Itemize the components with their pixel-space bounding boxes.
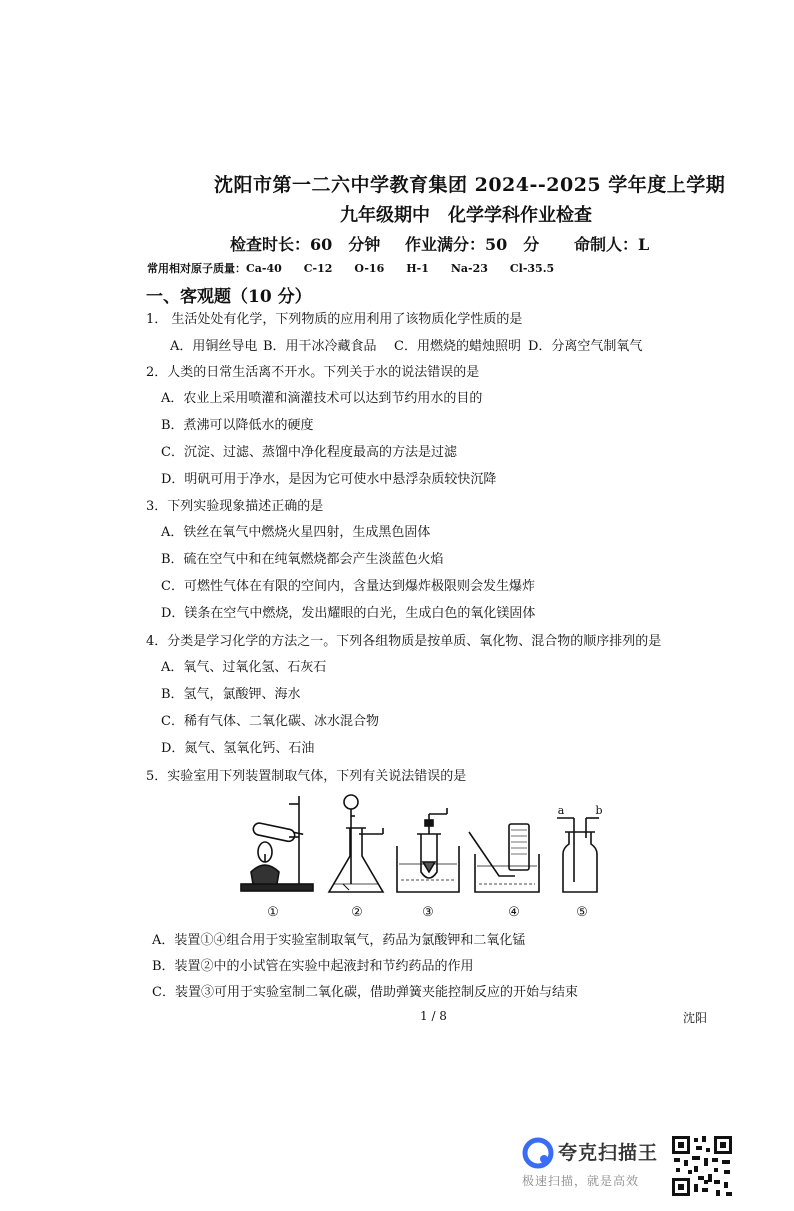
q1-option-d: D．分离空气制氧气: [528, 339, 643, 354]
q4-option-b: B．氢气，氯酸钾、海水: [161, 687, 301, 702]
quark-logo-icon: [522, 1137, 554, 1169]
q3-option-b: B．硫在空气中和在纯氧燃烧都会产生淡蓝色火焰: [161, 552, 444, 567]
brand-slogan: 极速扫描，就是高效: [522, 1174, 640, 1188]
q5-option-c: C．装置③可用于实验室制二氧化碳，借助弹簧夹能控制反应的开始与结束: [152, 985, 578, 1000]
apparatus-1-heating-setup: [241, 796, 313, 891]
qr-code-icon: [670, 1134, 734, 1198]
question-3-stem: 3．下列实验现象描述正确的是: [146, 499, 324, 514]
apparatus-4-water-trough: [469, 824, 539, 892]
q1-option-c: C．用燃烧的蜡烛照明: [394, 339, 521, 354]
q5-option-b: B．装置②中的小试管在实验中起液封和节约药品的作用: [152, 959, 474, 974]
figure-label-5: ⑤: [576, 905, 588, 920]
exam-full-score: 作业满分：50 分: [405, 235, 540, 254]
apparatus-5-gas-bottle: [557, 818, 599, 892]
q2-option-c: C．沉淀、过滤、蒸馏中净化程度最高的方法是过滤: [161, 445, 457, 460]
document-subtitle: 九年级期中 化学学科作业检查: [340, 205, 592, 226]
q4-option-a: A．氧气、过氧化氢、石灰石: [161, 660, 327, 675]
q1-option-a: A．用铜丝导电: [170, 339, 258, 354]
q2-option-d: D．明矾可用于净水，是因为它可使水中悬浮杂质较快沉降: [161, 472, 497, 487]
question-5-stem: 5．实验室用下列装置制取气体，下列有关说法错误的是: [146, 769, 467, 784]
section-heading: 一、客观题（10 分）: [146, 287, 312, 307]
apparatus-3-beaker-setup: [397, 808, 459, 892]
q3-option-a: A．铁丝在氧气中燃烧火星四射，生成黑色固体: [161, 525, 431, 540]
q2-option-b: B．煮沸可以降低水的硬度: [161, 418, 314, 433]
q3-option-d: D．镁条在空气中燃烧，发出耀眼的白光，生成白色的氧化镁固体: [161, 606, 536, 621]
q4-option-d: D．氮气、氢氧化钙、石油: [161, 741, 315, 756]
scanner-watermark: [522, 1135, 667, 1195]
q5-option-a: A．装置①④组合用于实验室制取氧气，药品为氯酸钾和二氧化锰: [152, 933, 526, 948]
brand-name: 夸克扫描王: [558, 1142, 659, 1164]
question-2-stem: 2．人类的日常生活离不开水。下列关于水的说法错误的是: [146, 365, 480, 380]
document-title: 沈阳市第一二六中学教育集团 2024--2025 学年度上学期: [214, 174, 726, 196]
apparatus-figure: [233, 792, 613, 922]
question-4-stem: 4．分类是学习化学的方法之一。下列各组物质是按单质、氧化物、混合物的顺序排列的是: [146, 634, 662, 649]
atomic-masses: 常用相对原子质量：Ca-40 C-12 O-16 H-1 Na-23 Cl-35.5: [147, 262, 555, 275]
bottle-label-b: b: [595, 804, 603, 817]
q2-option-a: A．农业上采用喷灌和滴灌技术可以达到节约用水的目的: [161, 391, 483, 406]
footer-city: 沈阳: [683, 1011, 708, 1025]
apparatus-2-flask-funnel: [329, 795, 383, 892]
figure-label-4: ④: [508, 905, 520, 920]
exam-duration: 检查时长：60 分钟: [230, 235, 381, 254]
question-1-stem: 1． 生活处处有化学，下列物质的应用利用了该物质化学性质的是: [146, 312, 523, 327]
page-number: 1 / 8: [420, 1009, 447, 1023]
figure-label-2: ②: [351, 905, 363, 920]
bottle-label-a: a: [557, 804, 565, 817]
exam-author: 命制人：L: [574, 235, 650, 254]
q3-option-c: C．可燃性气体在有限的空间内，含量达到爆炸极限则会发生爆炸: [161, 579, 535, 594]
q1-option-b: B．用干冰冷藏食品: [263, 339, 377, 354]
figure-label-1: ①: [267, 905, 279, 920]
q4-option-c: C．稀有气体、二氧化碳、冰水混合物: [161, 714, 379, 729]
figure-label-3: ③: [422, 905, 434, 920]
